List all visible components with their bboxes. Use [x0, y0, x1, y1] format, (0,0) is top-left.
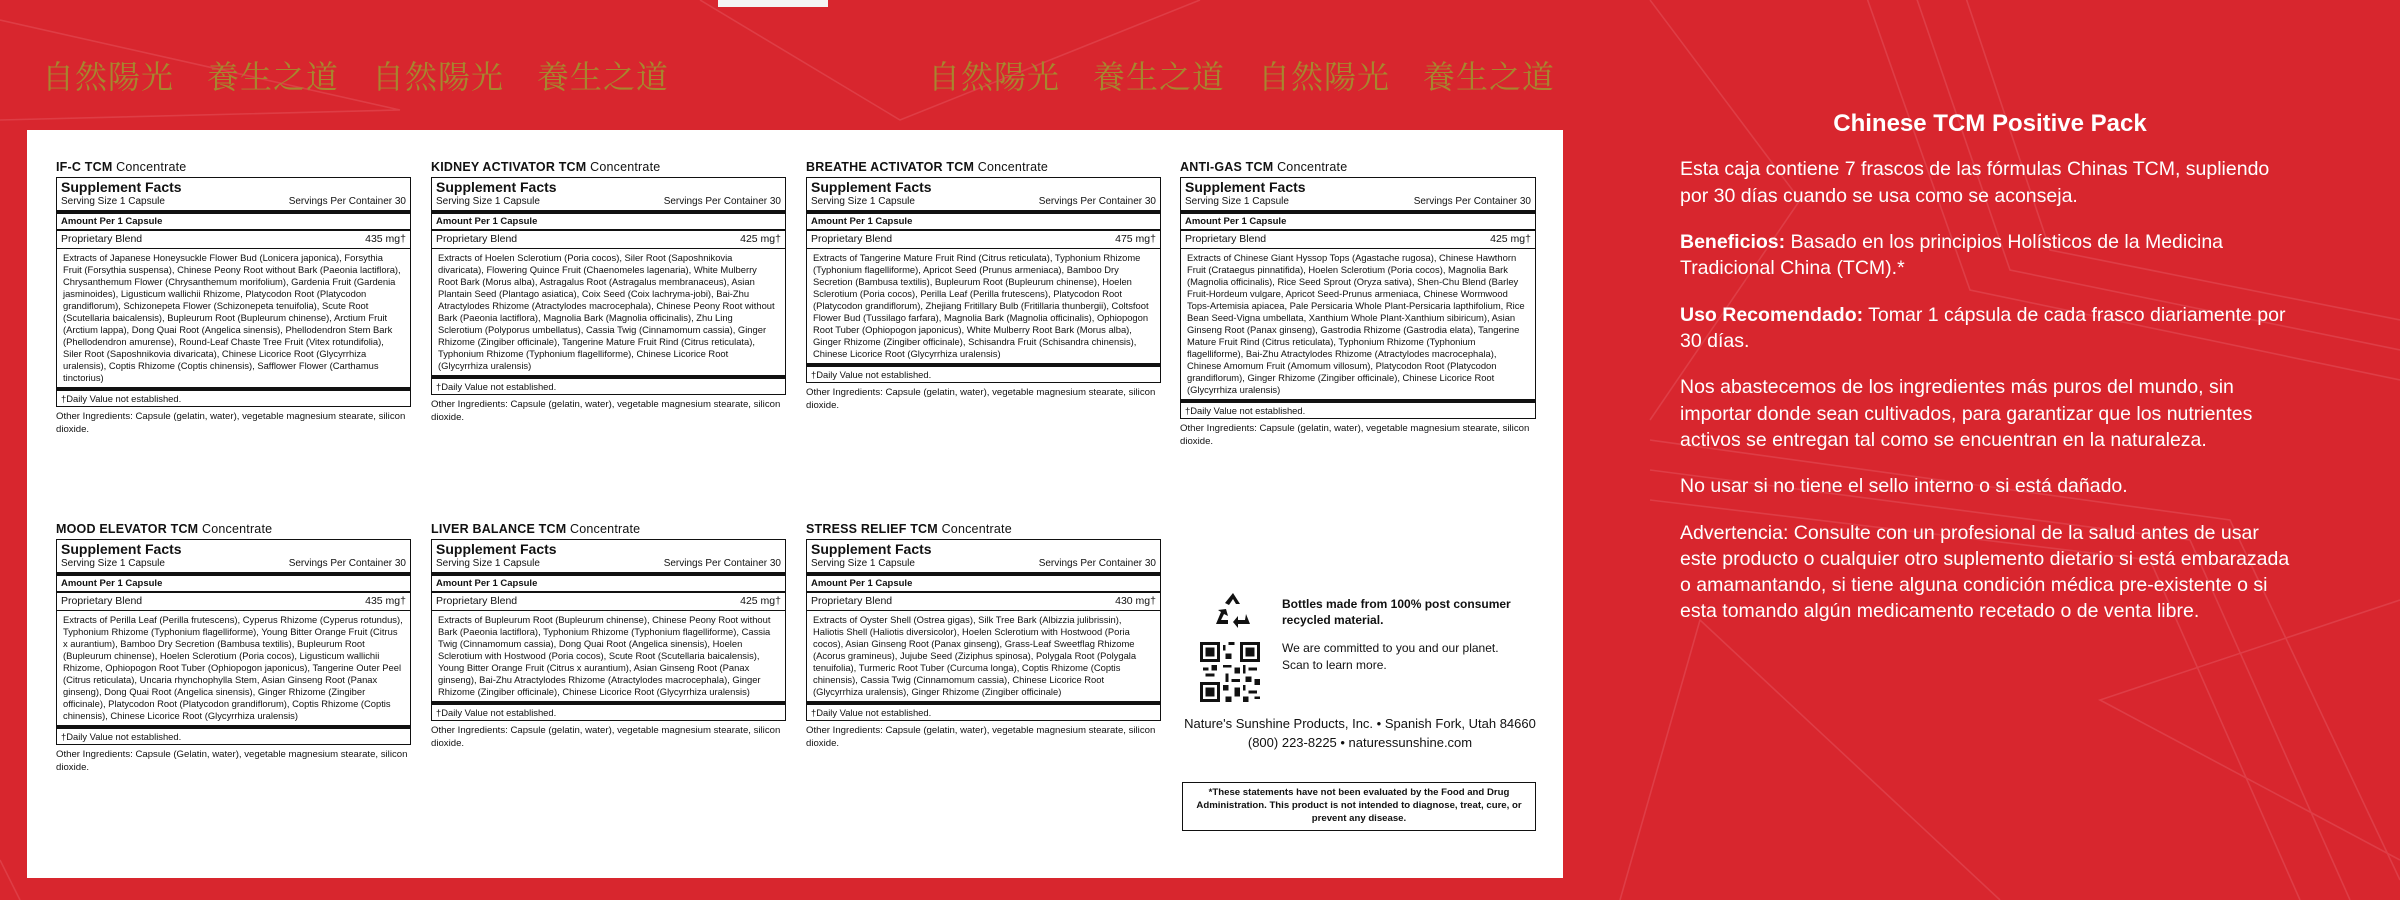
ingredients-text: Extracts of Tangerine Mature Fruit Rind (Citrus reticulata), Typhonium Rhizome (Typhonium flagelliforme), Apricot Seed (Prunus armeniaca), Bamboo Dry Secretion (Bambusa textilis), Bupleurum Root (Bupleurum chinense), Hoelen Sclerotium (Poria cocos), Perilla Leaf (Perilla frutescens), Platycodon Root (Platycodon grandiflorum), Zhejiang Fritillary Bulb (Fritillaria thunbergii), Coltsfoot Flower Bud (Tussilago farfara), Magnolia Bark (Magnolia officinalis), Ophiopogon Root Tuber (Ophiopogon japonicus), White Mulberry Root Bark (Morus alba), Ginger Rhizome (Zingiber officinale), Schisandra Fruit (Schisandra chinensis), Chinese Licorice Root (Glycyrrhiza uralensis)	[807, 249, 1160, 367]
blend-row: Proprietary Blend 425 mg†	[1181, 231, 1535, 249]
other-ingredients: Other Ingredients: Capsule (gelatin, water), vegetable magnesium stearate, silicon dioxide.	[806, 387, 1156, 411]
qr-code-icon[interactable]	[1200, 642, 1260, 702]
ingredients-text: Extracts of Chinese Giant Hyssop Tops (Agastache rugosa), Chinese Hawthorn Fruit (Crataegus pinnatifida), Hoelen Sclerotium (Poria cocos), Magnolia Bark (Magnolia officinalis), Rice Seed Sprout (Oryza sativa), Shen-Chu Blend (Barley Fruit-Hordeum vulgare, Apricot Seed-Prunus armeniaca, Chinese Wormwood Tops-Artemisia apiacea, Pale Persicaria Whole Plant-Persicaria lapthifolium, Rice Bean Seed-Vigna umbellata, Xanthium Whole Plant-Xanthium sibiricum), Asian Ginseng Root (Panax ginseng), Gastrodia Rhizome (Gastrodia elata), Tangerine Mature Fruit Rind (Citrus reticulata), Typhonium Rhizome (Typhonium flagelliforme), Bai-Zhu Atractylodes Rhizome (Atractylodes macrocephala), Chinese Amomum Fruit (Amomum villosum), Platycodon Root (Platycodon grandiflorum), Ginger Rhizome (Zingiber officinale), Chinese Licorice Root (Glycyrrhiza uralensis)	[1181, 249, 1535, 403]
daily-value-note: †Daily Value not established.	[436, 707, 557, 718]
benefits-paragraph: Beneficios: Basado en los principios Holísticos de la Medicina Tradicional China (TCM).*	[1680, 231, 2224, 280]
label-title: BREATHE ACTIVATOR TCM Concentrate	[806, 160, 1049, 174]
ingredients-text: Extracts of Bupleurum Root (Bupleurum chinense), Chinese Peony Root without Bark (Paeonia lactiflora), Typhonium Rhizome (Typhonium flagelliforme), Cassia Twig (Cinnamomum cassia), Dong Quai Root (Angelica sinensis), Hoelen Sclerotium with Hostwood (Poria cocos), Scute Root (Scutellaria baicalensis), Young Bitter Orange Fruit (Citrus x aurantium), Asian Ginseng Root (Panax ginseng), Bai-Zhu Atractylodes Rhizome (Atractylodes macrocephala), Ginger Rhizome (Zingiber officinale), Chinese Licorice Root (Glycyrrhiza uralensis)	[432, 611, 785, 705]
recycle-headline: Bottles made from 100% post consumer recycled material.	[1282, 597, 1511, 628]
company-address	[1180, 715, 1540, 753]
daily-value-note: †Daily Value not established.	[61, 731, 182, 743]
daily-value-note: †Daily Value not established.	[1185, 405, 1306, 417]
other-ingredients: Other Ingredients: Capsule (gelatin, water), vegetable magnesium stearate, silicon dioxide.	[56, 411, 406, 435]
other-ingredients: Other Ingredients: Capsule (gelatin, water), vegetable magnesium stearate, silicon dioxide.	[806, 725, 1156, 749]
slogan-left: 自然陽光 養生之道 自然陽光 養生之道	[42, 58, 670, 96]
amount-header: Amount Per 1 Capsule	[807, 576, 1160, 593]
supplement-facts-heading: Supplement Facts	[61, 541, 182, 557]
supplement-facts-box	[431, 177, 786, 395]
serving-row: Serving Size 1 Capsule Servings Per Container 30	[807, 558, 1160, 576]
usage-paragraph: Uso Recomendado: Tomar 1 cápsula de cada frasco diariamente por 30 días.	[1680, 303, 2286, 352]
daily-value-note: †Daily Value not established.	[811, 369, 932, 381]
ingredients-text: Extracts of Perilla Leaf (Perilla frutescens), Cyperus Rhizome (Cyperus rotundus), Typhonium Rhizome (Typhonium flagelliforme), Young Bitter Orange Fruit (Citrus x aurantium), Bamboo Dry Secretion (Bambusa textilis), Bupleurum Root (Bupleurum chinense), Hoelen Sclerotium (Poria cocos), Ligusticum wallichii Rhizome, Ophiopogon Root Tuber (Ophiopogon japonicus), Tangerine Outer Peel (Citrus reticulata), Uncaria rhynchophylla Stem, Asian Ginseng Root (Panax ginseng), Dong Quai Root (Angelica sinensis), Ginger Rhizome (Zingiber officinale), Platycodon Root (Platycodon grandiflorum), Coptis Rhizome (Coptis chinensis), Chinese Licorice Root (Glycyrrhiza uralensis)	[57, 611, 410, 729]
supplement-facts-heading: Supplement Facts	[1185, 179, 1306, 195]
amount-header: Amount Per 1 Capsule	[807, 214, 1160, 231]
amount-header: Amount Per 1 Capsule	[57, 576, 410, 593]
description-p1: Esta caja contiene 7 frascos de las fórmulas Chinas TCM, supliendo por 30 días cuando se usa como se aconseja.	[1680, 158, 2270, 207]
label-anti-gas	[1180, 160, 1536, 448]
blend-row: Proprietary Blend 475 mg†	[807, 231, 1160, 249]
label-title: MOOD ELEVATOR TCM Concentrate	[56, 522, 273, 536]
product-title: Chinese TCM Positive Pack	[1833, 110, 2147, 137]
contact-line: (800) 223-8225 • naturessunshine.com	[1247, 734, 1473, 750]
serving-row: Serving Size 1 Capsule Servings Per Container 30	[807, 196, 1160, 214]
supplement-facts-heading: Supplement Facts	[436, 179, 557, 195]
seal-warning: No usar si no tiene el sello interno o si está dañado.	[1680, 475, 2128, 498]
label-title: KIDNEY ACTIVATOR TCM Concentrate	[431, 160, 661, 174]
ingredients-text: Extracts of Oyster Shell (Ostrea gigas), Silk Tree Bark (Albizzia julibrissin), Haliotis Shell (Haliotis diversicolor), Hoelen Sclerotium with Hostwood (Poria cocos), Asian Ginseng Root (Panax ginseng), Grass-Leaf Sweetflag Rhizome (Acorus gramineus), Jujube Seed (Ziziphus spinosa), Polygala Root (Polygala tenuifolia), Turmeric Root Tuber (Curcuma longa), Coptis Rhizome (Coptis chinensis), Cassia Twig (Cinnamomum cassia), Chinese Licorice Root (Glycyrrhiza uralensis), Ginger Rhizome (Zingiber officinale)	[807, 611, 1160, 705]
label-title: LIVER BALANCE TCM Concentrate	[431, 522, 641, 536]
sourcing-paragraph: Nos abastecemos de los ingredientes más puros del mundo, sin importar donde sean cultivados, para garantizar que los nutrientes activos se entregan tal como se encuentran en la naturaleza.	[1680, 376, 2253, 451]
blend-row: Proprietary Blend 430 mg†	[807, 593, 1160, 611]
other-ingredients: Other Ingredients: Capsule (gelatin, water), vegetable magnesium stearate, silicon dioxide.	[431, 725, 781, 749]
recycle-subtext: We are committed to you and our planet. Scan to learn more.	[1282, 641, 1499, 672]
slogan-right: 自然陽光 養生之道 自然陽光 養生之道	[928, 58, 1556, 96]
amount-header: Amount Per 1 Capsule	[1181, 214, 1535, 231]
address-line: Nature's Sunshine Products, Inc. • Spanish Fork, Utah 84660	[1184, 716, 1536, 731]
blend-row: Proprietary Blend 435 mg†	[57, 593, 410, 611]
label-liver-balance	[431, 522, 786, 750]
label-breathe-activator	[806, 160, 1161, 412]
daily-value-note: †Daily Value not established.	[436, 381, 557, 393]
serving-row: Serving Size 1 Capsule Servings Per Container 30	[432, 196, 785, 214]
label-mood-elevator	[56, 522, 411, 774]
amount-header: Amount Per 1 Capsule	[57, 214, 410, 231]
amount-header: Amount Per 1 Capsule	[432, 214, 785, 231]
serving-row: Serving Size 1 Capsule Servings Per Container 30	[57, 558, 410, 576]
supplement-facts-box	[1180, 177, 1536, 419]
label-ifc	[56, 160, 411, 436]
label-stress-relief	[806, 522, 1161, 750]
supplement-facts-heading: Supplement Facts	[61, 179, 182, 195]
label-title: STRESS RELIEF TCM Concentrate	[806, 522, 1012, 536]
ingredients-text: Extracts of Hoelen Sclerotium (Poria cocos), Siler Root (Saposhnikovia divaricata), Flowering Quince Fruit (Chaenomeles lagenaria), White Mulberry Root Bark (Morus alba), Astragalus Root (Astragalus membranaceus), Asian Plantain Seed (Plantago asiatica), Coix Seed (Coix lachryma-jobi), Bai-Zhu Atractylodes Rhizome (Atractylodes macrocephala), Chinese Peony Root without Bark (Paeonia lactiflora), Magnolia Bark (Magnolia officinalis), Zhu Ling Sclerotium (Polyporus umbellatus), Cassia Twig (Cinnamomum cassia), Ginger Rhizome (Zingiber officinale), Tangerine Mature Fruit Rind (Citrus reticulata), Typhonium Rhizome (Typhonium flagelliforme), Chinese Licorice Root (Glycyrrhiza uralensis)	[432, 249, 785, 379]
supplement-facts-box	[806, 177, 1161, 383]
label-kidney-activator	[431, 160, 786, 424]
supplement-facts-heading: Supplement Facts	[811, 541, 932, 557]
daily-value-note: †Daily Value not established.	[811, 707, 932, 718]
advisory-paragraph: Advertencia: Consulte con un profesional de la salud antes de usar este producto o cualquier otro suplemento dietario si está embarazada o amamantando, si tiene alguna condición médica pre-existente o si esta tomando algún medicamento recetado o de venta libre.	[1680, 521, 2290, 623]
blend-row: Proprietary Blend 435 mg†	[57, 231, 410, 249]
serving-row: Serving Size 1 Capsule Servings Per Container 30	[1181, 196, 1535, 214]
serving-row: Serving Size 1 Capsule Servings Per Container 30	[432, 558, 785, 576]
label-title: ANTI-GAS TCM Concentrate	[1180, 160, 1348, 174]
ingredients-text: Extracts of Japanese Honeysuckle Flower Bud (Lonicera japonica), Forsythia Fruit (Forsythia suspensa), Chinese Peony Root without Bark (Paeonia lactiflora), Chrysanthemum Flower (Chrysanthemum morifolium), Gardenia Fruit (Gardenia jasminoides), Ligusticum wallichii Rhizome, Platycodon Root (Platycodon grandiflorum), Schizonepeta Flower (Schizonepeta tenuifolia), Scute Root (Scutellaria baicalensis), Bupleurum Root (Bupleurum chinense), Arctium Fruit (Arctium lappa), Dong Quai Root (Angelica sinensis), Phellodendron Stem Bark (Phellodendron amurense), Round-Leaf Chaste Tree Fruit (Vitex rotundifolia), Siler Root (Saposhnikovia divaricata), Chinese Licorice Root (Glycyrrhiza uralensis), Coptis Rhizome (Coptis chinensis), Safflower Flower (Carthamus tinctorius)	[57, 249, 410, 391]
blend-row: Proprietary Blend 425 mg†	[432, 231, 785, 249]
supplement-facts-box	[56, 539, 411, 745]
supplement-facts-heading: Supplement Facts	[811, 179, 932, 195]
blend-row: Proprietary Blend 425 mg†	[432, 593, 785, 611]
daily-value-note: †Daily Value not established.	[61, 393, 182, 405]
other-ingredients: Other Ingredients: Capsule (gelatin, water), vegetable magnesium stearate, silicon dioxide.	[431, 399, 781, 423]
fda-disclaimer: *These statements have not been evaluated by the Food and Drug Administration. This product is not intended to diagnose, treat, cure, or prevent any disease.	[1182, 782, 1536, 831]
supplement-facts-box	[431, 539, 786, 721]
amount-header: Amount Per 1 Capsule	[432, 576, 785, 593]
top-tab	[718, 0, 828, 7]
serving-row: Serving Size 1 Capsule Servings Per Container 30	[57, 196, 410, 214]
other-ingredients: Other Ingredients: Capsule (Gelatin, water), vegetable magnesium stearate, silicon dioxide.	[56, 749, 408, 773]
recycle-icon	[1213, 590, 1253, 630]
other-ingredients: Other Ingredients: Capsule (gelatin, water), vegetable magnesium stearate, silicon dioxide.	[1180, 423, 1530, 447]
recycle-text	[1282, 596, 1522, 673]
supplement-facts-heading: Supplement Facts	[436, 541, 557, 557]
supplement-facts-box	[56, 177, 411, 407]
label-title: IF-C TCM Concentrate	[56, 160, 187, 174]
product-description	[1680, 108, 2300, 645]
supplement-facts-box	[806, 539, 1161, 721]
